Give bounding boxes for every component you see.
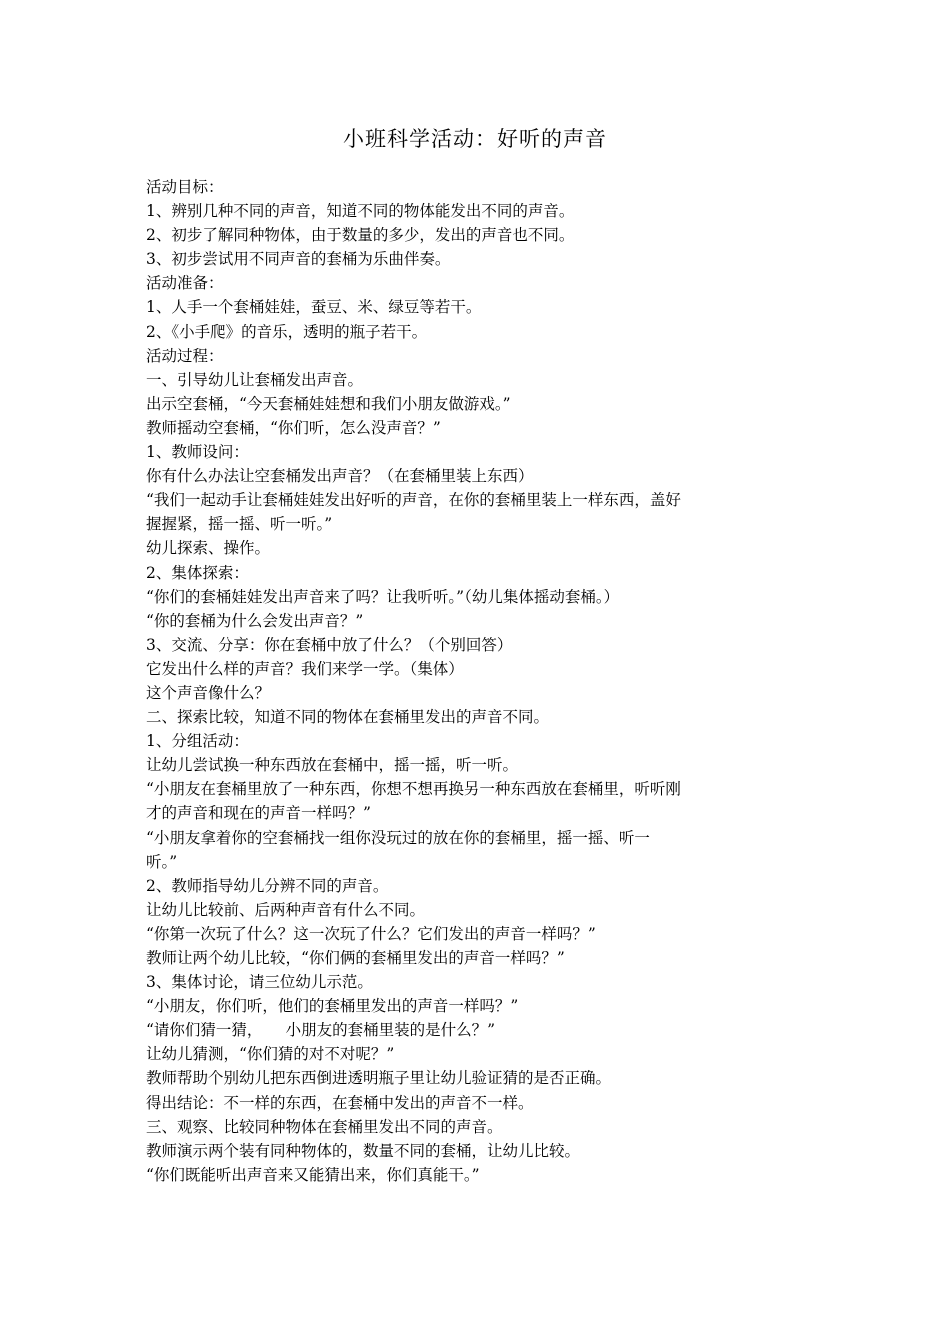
text-line: “小朋友在套桶里放了一种东西，你想不想再换另一种东西放在套桶里，听听刚 (146, 780, 681, 799)
text-line: 活动目标： (146, 178, 224, 196)
text-line: 教师演示两个装有同种物体的，数量不同的套桶，让幼儿比较。 (146, 1141, 581, 1160)
text-line: 1、人手一个套桶娃娃，蚕豆、米、绿豆等若干。 (146, 298, 482, 317)
text-line: 出示空套桶，“今天套桶娃娃想和我们小朋友做游戏。” (146, 394, 511, 413)
text-line: 3、交流、分享：你在套桶中放了什么？（个别回答） (146, 635, 513, 654)
document-body (146, 175, 810, 1187)
text-line: “你的套桶为什么会发出声音？” (146, 611, 364, 630)
text-line: 一、引导幼儿让套桶发出声音。 (146, 370, 364, 389)
text-line: “你们既能听出声音来又能猜出来，你们真能干。” (146, 1165, 480, 1184)
text-line: 活动过程： (146, 346, 224, 365)
text-line: 三、观察、比较同种物体在套桶里发出不同的声音。 (146, 1117, 503, 1136)
text-line: “小朋友拿着你的空套桶找一组你没玩过的放在你的套桶里，摇一摇、听一 (146, 828, 650, 847)
document-title: 小班科学活动：好听的声音 (343, 127, 607, 151)
text-line: “请你们猜一猜， 小朋友的套桶里装的是什么？” (146, 1021, 496, 1040)
text-line: 2、教师指导幼儿分辨不同的声音。 (146, 876, 389, 895)
text-line: 让幼儿尝试换一种东西放在套桶中，摇一摇，听一听。 (146, 756, 519, 775)
text-line: 3、集体讨论，请三位幼儿示范。 (146, 973, 373, 992)
text-line: 二、探索比较，知道不同的物体在套桶里发出的声音不同。 (146, 708, 550, 727)
text-line: 它发出什么样的声音？我们来学一学。（集体） (146, 659, 464, 678)
text-line: “小朋友，你们听，他们的套桶里发出的声音一样吗？” (146, 997, 519, 1016)
text-line: 教师帮助个别幼儿把东西倒进透明瓶子里让幼儿验证猜的是否正确。 (146, 1069, 612, 1088)
text-line: 幼儿探索、操作。 (146, 539, 271, 558)
text-line: 握握紧，摇一摇、听一听。” (146, 515, 333, 534)
text-line: 得出结论：不一样的东西，在套桶中发出的声音不一样。 (146, 1093, 534, 1112)
text-line: 活动准备： (146, 274, 224, 293)
text-line: 2、初步了解同种物体，由于数量的多少，发出的声音也不同。 (146, 226, 575, 245)
text-line: 教师摇动空套桶，“你们听，怎么没声音？” (146, 418, 441, 437)
text-line: 你有什么办法让空套桶发出声音？（在套桶里装上东西） (146, 467, 534, 486)
text-line: 让幼儿比较前、后两种声音有什么不同。 (146, 900, 426, 919)
text-line: 3、初步尝试用不同声音的套桶为乐曲伴奏。 (146, 250, 451, 269)
text-line: “你们的套桶娃娃发出声音来了吗？让我听听。”（幼儿集体摇动套桶。） (146, 587, 620, 606)
text-line: 1、分组活动： (146, 732, 249, 751)
text-line: 让幼儿猜测，“你们猜的对不对呢？” (146, 1045, 395, 1064)
text-line: 2、《小手爬》的音乐，透明的瓶子若干。 (146, 322, 428, 341)
text-line: “你第一次玩了什么？这一次玩了什么？它们发出的声音一样吗？” (146, 924, 596, 943)
text-line: 2、集体探索： (146, 563, 249, 582)
text-line: “我们一起动手让套桶娃娃发出好听的声音，在你的套桶里装上一样东西，盖好 (146, 491, 681, 510)
text-line: 才的声音和现在的声音一样吗？” (146, 804, 371, 823)
text-line: 1、辨别几种不同的声音，知道不同的物体能发出不同的声音。 (146, 202, 575, 221)
text-line: 1、教师设问： (146, 443, 249, 462)
text-line: 听。” (146, 852, 178, 871)
text-line: 教师让两个幼儿比较，“你们俩的套桶里发出的声音一样吗？” (146, 949, 565, 967)
text-line: 这个声音像什么？ (146, 683, 271, 702)
